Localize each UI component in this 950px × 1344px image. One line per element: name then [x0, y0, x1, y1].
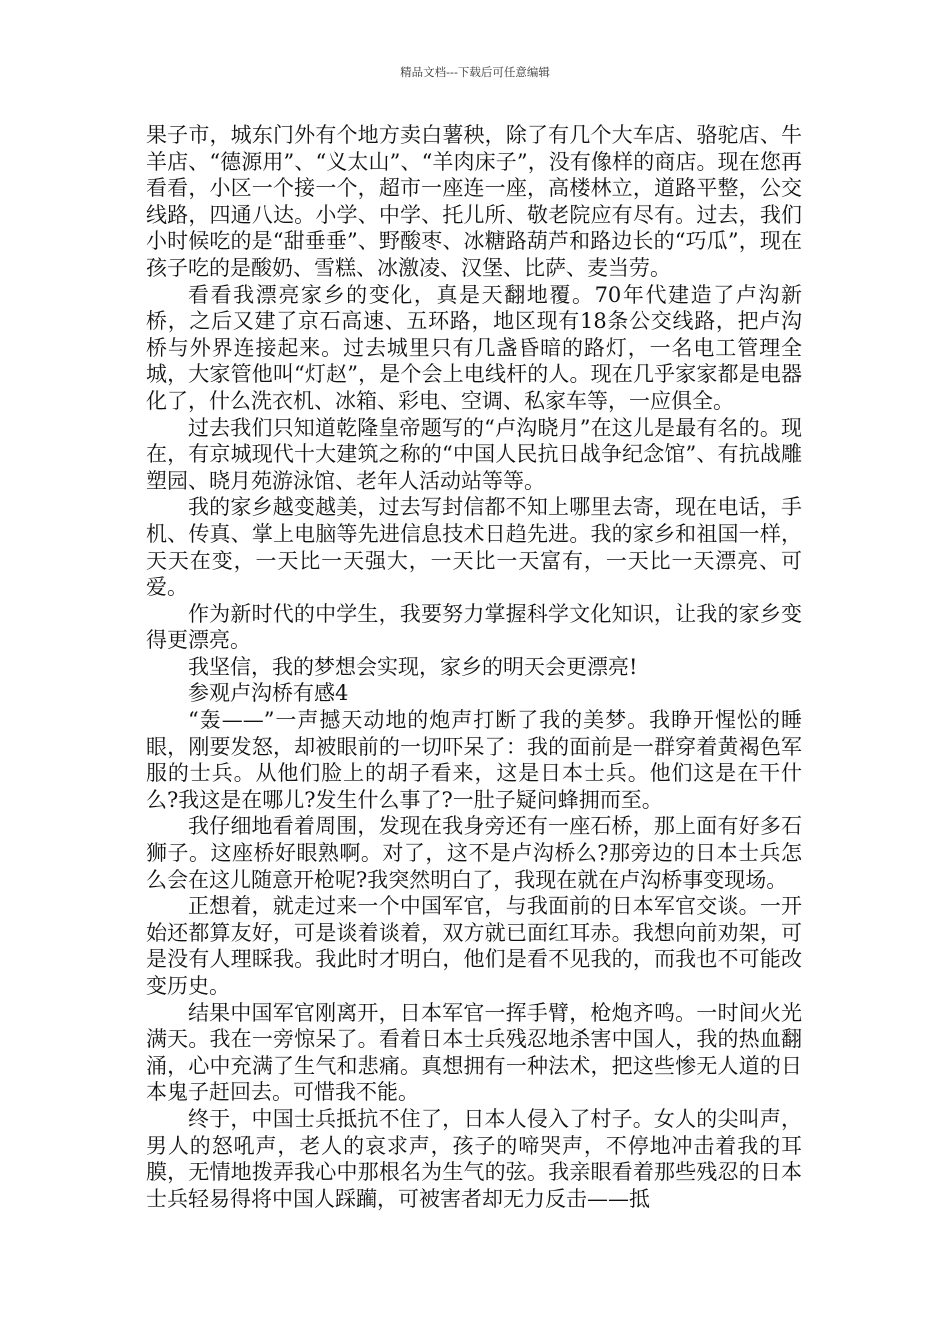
paragraph-5: 作为新时代的中学生，我要努力掌握科学文化知识，让我的家乡变得更漂亮。: [146, 601, 802, 653]
paragraph-1: 果子市，城东门外有个地方卖白薯秧，除了有几个大车店、骆驼店、牛羊店、“德源用”、“义太山”、“羊肉床子”，没有像样的商店。现在您再看看，小区一个接一个，超市一座连一座，高楼林立，道路平整，公交线路，四通八达。小学、中学、托儿所、敬老院应有尽有。过去，我们小时候吃的是“甜垂垂”、野酸枣、冰糖路葫芦和路边长的“巧瓜”，现在孩子吃的是酸奶、雪糕、冰激凌、汉堡、比萨、麦当劳。: [146, 123, 802, 280]
paragraph-7: “轰——”一声撼天动地的炮声打断了我的美梦。我睁开惺忪的睡眼，刚要发怒，却被眼前的一切吓呆了：我的面前是一群穿着黄褐色军服的士兵。从他们脸上的胡子看来，这是日本士兵。他们这是在干什么?我这是在哪儿?发生什么事了?一肚子疑问蜂拥而至。: [146, 708, 802, 812]
paragraph-4: 我的家乡越变越美，过去写封信都不知上哪里去寄，现在电话，手机、传真、掌上电脑等先进信息技术日趋先进。我的家乡和祖国一样，天天在变，一天比一天强大，一天比一天富有，一天比一天漂亮、可爱。: [146, 495, 802, 600]
paragraph-10: 结果中国军官刚离开，日本军官一挥手臂，枪炮齐鸣。一时间火光满天。我在一旁惊呆了。看着日本士兵残忍地杀害中国人，我的热血翻涌，心中充满了生气和悲痛。真想拥有一种法术，把这些惨无人道的日本鬼子赶回去。可惜我不能。: [146, 1000, 802, 1105]
paragraph-2: 看看我漂亮家乡的变化，真是天翻地覆。70年代建造了卢沟新桥，之后又建了京石高速、五环路，地区现有18条公交线路，把卢沟桥与外界连接起来。过去城里只有几盏昏暗的路灯，一名电工管理全城，大家管他叫“灯赵”，是个会上电线杆的人。现在几乎家家都是电器化了，什么洗衣机、冰箱、彩电、空调、私家车等，一应俱全。: [146, 282, 802, 413]
paragraph-3: 过去我们只知道乾隆皇帝题写的“卢沟晓月”在这儿是最有名的。现在，有京城现代十大建筑之称的“中国人民抗日战争纪念馆”、有抗战雕塑园、晓月苑游泳馆、老年人活动站等等。: [146, 415, 802, 493]
paragraph-8: 我仔细地看着周围，发现在我身旁还有一座石桥，那上面有好多石狮子。这座桥好眼熟啊。对了，这不是卢沟桥么?那旁边的日本士兵怎么会在这儿随意开枪呢?我突然明白了，我现在就在卢沟桥事变现场。: [146, 814, 802, 892]
document-body: [146, 122, 802, 1212]
paragraph-6: 我坚信，我的梦想会实现，家乡的明天会更漂亮!: [188, 654, 638, 679]
section-title: 参观卢沟桥有感4: [188, 681, 349, 706]
paragraph-9: 正想着，就走过来一个中国军官，与我面前的日本军官交谈。一开始还都算友好，可是谈着谈着，双方就已面红耳赤。我想向前劝架，可是没有人理睬我。我此时才明白，他们是看不见我的，而我也不可能改变历史。: [146, 894, 802, 998]
paragraph-11: 终于，中国士兵抵抗不住了，日本人侵入了村子。女人的尖叫声，男人的怒吼声，老人的哀求声，孩子的啼哭声，不停地冲击着我的耳膜，无情地拨弄我心中那根名为生气的弦。我亲眼看着那些残忍的日本士兵轻易得将中国人踩躏，可被害者却无力反击——抵: [146, 1106, 802, 1211]
page-header: 精品文档---下载后可任意编辑: [400, 65, 550, 79]
